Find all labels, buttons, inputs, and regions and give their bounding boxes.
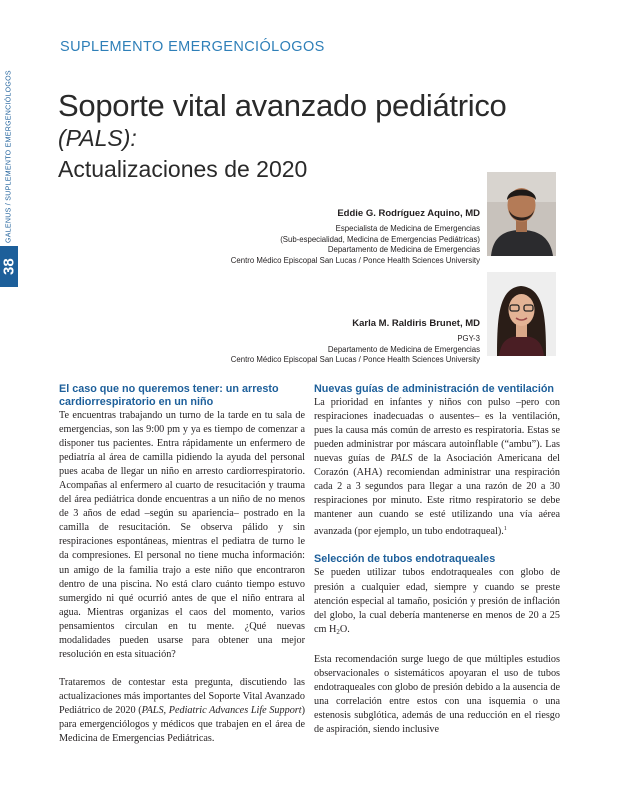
article-subtitle: Actualizaciones de 2020 [58,156,308,182]
body-paragraph: Te encuentras trabajando un turno de la tarde en tu sala de emergencias, son las 9:00 pm y ya es tiempo de comenzar a disponer tus pacientes. Entra rápidamente un enfermero de pediatría al área de camilla pidiendo la ayuda del personal pues acaba de llegar un niño en arresto cardiorrespiratorio. Acompañas al enfermero al cuarto de resucitación y trauma del área pediátrica donde encuentras a un niño de no menos de 3 años de edad –según su apariencia– postrado en la camilla de resucitación. Se observa pálido y sin respiraciones espontáneas, mientras el pediatra de turno le da compresiones. El personal no tiene mucha información: un amigo de la familia trajo a este niño que encontraron dentro de una piscina. No está claro cuánto tiempo estuvo sumergido ni qué ocurrió antes de que el niño entrara al agua. Mientras organizas el caos del momento, varios pensamientos circulan en tu mente. ¿Qué nuevas modalidades pueden usarse para obtener una mejor resolución en esta situación? [59,410,305,660]
author-name: Karla M. Raldiris Brunet, MD [352,318,480,329]
author-affiliation: Departamento de Medicina de Emergencias [327,245,480,255]
author-affiliation: Centro Médico Episcopal San Lucas / Ponce Health Sciences University [230,355,480,365]
body-paragraph: Esta recomendación surge luego de que múltiples estudios observacionales o sistemáticos apoyaran el uso de tubos endotraqueales con globo de presión debido a la ausencia de una correlación entre estos con una isquemia o una estenosis subglótica, además de una reducción en el riesgo de aspiración, siendo inclusive [314,653,560,735]
article-title: Soporte vital avanzado pediátrico [58,88,507,123]
running-head-vertical: GALENUS / SUPLEMENTO EMERGENCIÓLOGOS [5,70,13,243]
reference-marker: 1 [503,526,507,533]
author-affiliation: Departamento de Medicina de Emergencias [327,344,480,354]
article-title-acronym: (PALS): [58,125,137,151]
author-block-2 [231,318,480,366]
author-affiliation: PGY-3 [457,334,480,343]
article-column-left [59,383,305,760]
section-heading: Nuevas guías de administración de ventilación [314,383,555,395]
author-photo-2 [487,272,556,356]
author-affiliation: Especialista de Medicina de Emergencias [335,224,480,233]
author-photo-1 [487,172,556,256]
author-block-1 [231,208,480,266]
supplement-header: SUPLEMENTO EMERGENCIÓLOGOS [60,39,325,55]
page-number: 38 [0,258,18,275]
body-paragraph: La prioridad en infantes y niños con pulso –pero con respiraciones inadecuadas o ausentes– es la ventilación, pues la causa más común de arresto es respiratoria. Estas se pueden administrar por máscara autoinflable (“ambu”). Las nuevas guías de PALS de la Asociación Americana del Corazón (AHA) recomiendan administrar una respiración cada 2 a 3 segundos para llegar a una razón de 20 a 30 respiraciones por minuto. Este ritmo respiratorio se debe mantener aun cuando se esté utilizando una vía aérea avanzada (por ejemplo, un tubo endotraqueal).$^1$ [314,397,560,538]
article-column-right [314,383,560,751]
author-affiliation: (Sub-especialidad, Medicina de Emergencias Pediátricas) [280,234,480,244]
section-heading: Selección de tubos endotraqueales [314,553,496,566]
section-heading: El caso que no queremos tener: un arresto cardiorrespiratorio en un niño [59,383,279,408]
body-paragraph: Trataremos de contestar esta pregunta, discutiendo las actualizaciones más importantes del Soporte Vital Avanzado Pediátrico de 2020 (PALS, Pediatric Advances Life Support) para emergenciólogos y médicos que trabajen en el área de Medicina de Emergencias Pediátricas. [59,676,305,745]
body-paragraph: Se pueden utilizar tubos endotraqueales con globo de presión a cualquier edad, siempre y cuando se preste atención especial al tamaño, posición y presión de inflación del globo, la cual debería mantenerse en menos de 20 a 25 cm $H_2O$. [314,567,560,636]
author-name: Eddie G. Rodríguez Aquino, MD [337,208,480,219]
author-affiliation: Centro Médico Episcopal San Lucas / Ponce Health Sciences University [230,255,480,265]
